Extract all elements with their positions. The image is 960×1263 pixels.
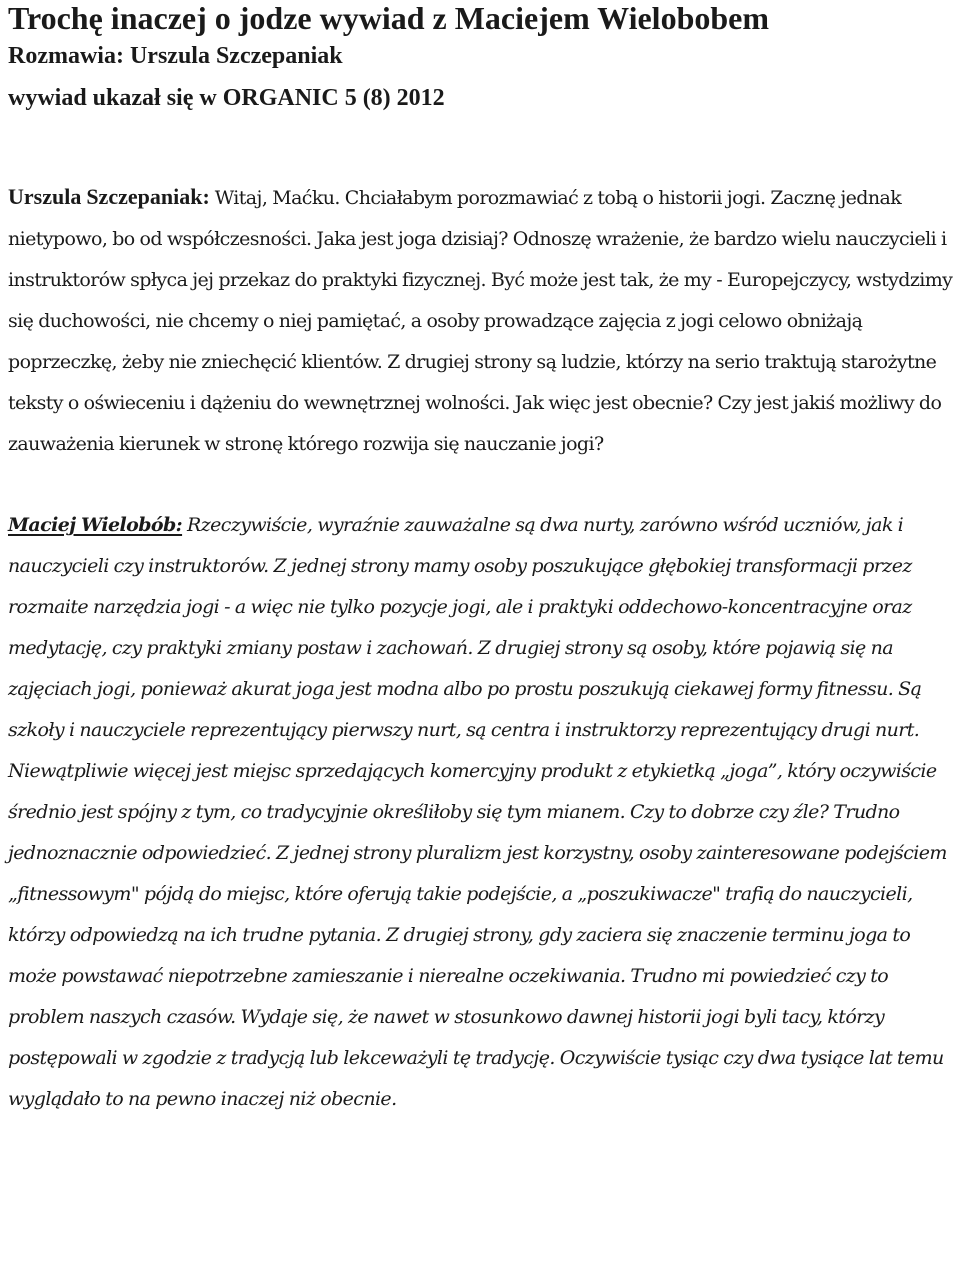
answer-speaker: Maciej Wielobób:: [8, 514, 183, 536]
answer-text: Rzeczywiście, wyraźnie zauważalne są dwa nurty, zarówno wśród uczniów, jak i nauczycieli czy instruktorów. Z jednej strony mamy osoby poszukujące głębokiej transformacji przez rozmaite narzędzia jogi - a więc nie tylko pozycje jogi, ale i praktyki oddechowo-koncentracyjne oraz medytację, czy praktyki zmiany postaw i zachowań. Z drugiej strony są osoby, które pojawią się na zajęciach jogi, ponieważ akurat joga jest modna albo po prostu poszukują ciekawej formy fitnessu. Są szkoły i nauczyciele reprezentujący pierwszy nurt, są centra i instruktorzy reprezentujący drugi nurt. Niewątpliwie więcej jest miejsc sprzedających komercyjny produkt z etykietką „joga”, który oczywiście średnio jest spójny z tym, co tradycyjnie określiłoby się tym mianem. Czy to dobrze czy źle? Trudno jednoznacznie odpowiedzieć. Z jednej strony pluralizm jest korzystny, osoby zainteresowane podejściem „fitnessowym" pójdą do miejsc, które oferują takie podejście, a „poszukiwacze" trafią do nauczycieli, którzy odpowiedzą na ich trudne pytania. Z drugiej strony, gdy zaciera się znaczenie terminu joga to może powstawać niepotrzebne zamieszanie i nierealne oczekiwania. Trudno mi powiedzieć czy to problem naszych czasów. Wydaje się, że nawet w stosunkowo dawnej historii jogi byli tacy, którzy postępowali w zgodzie z tradycją lub lekceważyli tę tradycję. Oczywiście tysiąc czy dwa tysiące lat temu wyglądało to na pewno inaczej niż obecnie.: [8, 514, 947, 1110]
publication-line: wywiad ukazał się w ORGANIC 5 (8) 2012: [8, 85, 445, 111]
question-speaker: Urszula Szczepaniak:: [8, 184, 210, 209]
question-paragraph: [8, 176, 958, 465]
article: [8, 0, 958, 1120]
article-title: Trochę inaczej o jodze wywiad z Maciejem Wielobobem: [8, 0, 770, 36]
answer-paragraph: [8, 505, 958, 1120]
question-text: Witaj, Maćku. Chciałabym porozmawiać z tobą o historii jogi. Zacznę jednak nietypowo, bo od współczesności. Jaka jest joga dzisiaj? Odnoszę wrażenie, że bardzo wielu nauczycieli i instruktorów spłyca jej przekaz do praktyki fizycznej. Być może jest tak, że my - Europejczycy, wstydzimy się duchowości, nie chcemy o niej pamiętać, a osoby prowadzące zajęcia z jogi celowo obniżają poprzeczkę, żeby nie zniechęcić klientów. Z drugiej strony są ludzie, którzy na serio traktują starożytne teksty o oświeceniu i dążeniu do wewnętrznej wolności. Jak więc jest obecnie? Czy jest jakiś możliwy do zauważenia kierunek w stronę którego rozwija się nauczanie jogi?: [8, 187, 953, 455]
interviewer-line: Rozmawia: Urszula Szczepaniak: [8, 43, 343, 69]
